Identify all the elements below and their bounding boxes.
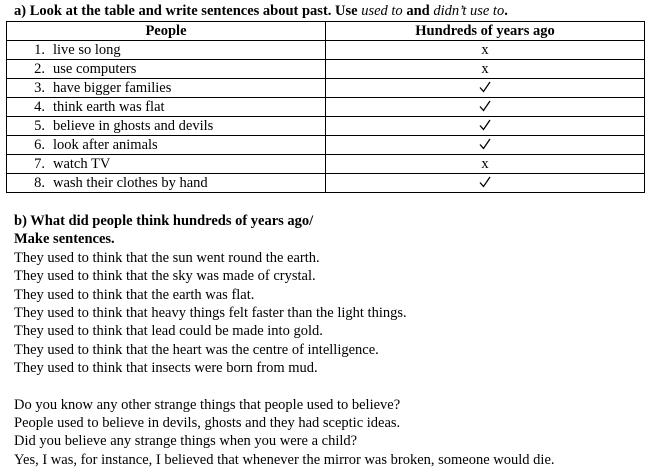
dialogue-line: Do you know any other strange things that people used to believe? [14,396,401,413]
activity-text: use computers [53,60,137,77]
mark-cell [326,174,645,193]
sentence-line: They used to think that heavy things felt faster than the light things. [14,304,407,321]
table-row [7,98,645,117]
part-a-period: . [504,3,508,19]
mark-cell [326,98,645,117]
part-b-subheading: Make sentences. [14,231,115,248]
table-row [7,41,645,60]
mark-cell [326,117,645,136]
and-text: and [402,3,434,19]
part-b [14,212,555,469]
activity-text: believe in ghosts and devils [53,117,214,134]
sentence-line: They used to think that insects were born from mud. [14,360,318,377]
table-body [7,41,645,193]
checkmark-icon [479,81,491,93]
phrase-used-to: used to [361,3,403,19]
cross-mark: x [481,155,489,172]
row-number: 8. [34,174,45,191]
table-row [7,174,645,193]
activity-cell [7,98,326,117]
activity-cell [7,117,326,136]
mark-cell [326,60,645,79]
dialogue-line: People used to believe in devils, ghosts and they had sceptic ideas. [14,414,401,431]
activity-text: look after animals [53,136,158,153]
checkmark-icon [479,119,491,131]
mark-cell [326,136,645,155]
part-a-text: Look at the table and write sentences about past. Use [29,3,362,19]
activity-text: watch TV [53,155,111,172]
activity-cell [7,155,326,174]
row-number: 3. [34,79,45,96]
activity-cell [7,60,326,79]
activity-text: have bigger families [53,79,172,96]
row-number: 2. [34,60,45,77]
sentence-line: They used to think that the sun went round the earth. [14,249,320,266]
activity-text: live so long [53,41,121,58]
activity-cell [7,79,326,98]
spacer [14,378,555,396]
header-people: People [7,22,326,41]
table-row [7,60,645,79]
sentence-line: They used to think that the heart was the centre of intelligence. [14,341,379,358]
mark-cell [326,155,645,174]
sentence-line: They used to think that the earth was flat. [14,286,255,303]
table-row [7,117,645,136]
cross-mark: x [481,41,489,58]
cross-mark: x [481,60,489,77]
row-number: 6. [34,136,45,153]
part-a-label: a) [14,3,27,19]
row-number: 5. [34,117,45,134]
sentence-line: They used to think that the sky was made of crystal. [14,268,316,285]
table-row [7,79,645,98]
mark-cell [326,41,645,60]
dialogue-line: Did you believe any strange things when you were a child? [14,433,358,450]
activity-text: think earth was flat [53,98,165,115]
table-row [7,155,645,174]
dialogue-line: Yes, I was, for instance, I believed that whenever the mirror was broken, someone would die. [14,451,555,468]
checkmark-icon [479,138,491,150]
phrase-didnt-use-to: didn’t use to [433,3,505,19]
row-number: 7. [34,155,45,172]
row-number: 1. [34,41,45,58]
past-habits-table [6,21,645,193]
header-hundreds-years-ago: Hundreds of years ago [326,22,645,41]
sentence-line: They used to think that lead could be made into gold. [14,323,323,340]
table-header-row [7,22,645,41]
table-row [7,136,645,155]
dialogue-list [14,396,555,470]
mark-cell [326,79,645,98]
activity-cell [7,136,326,155]
checkmark-icon [479,176,491,188]
checkmark-icon [479,100,491,112]
row-number: 4. [34,98,45,115]
activity-cell [7,41,326,60]
sentence-list [14,249,555,378]
part-b-heading: b) What did people think hundreds of years ago/ [14,213,314,229]
activity-cell [7,174,326,193]
activity-text: wash their clothes by hand [53,174,208,191]
part-a-heading [14,3,508,20]
